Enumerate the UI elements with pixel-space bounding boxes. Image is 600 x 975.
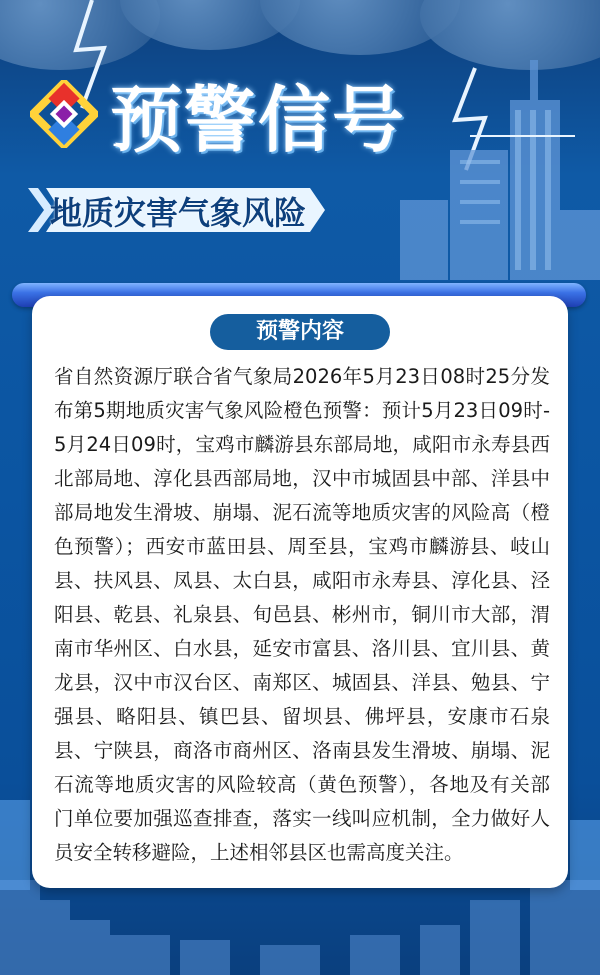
warning-card — [32, 296, 568, 888]
page-subtitle: 地质灾害气象风险 — [50, 194, 307, 232]
page-title: 预警信号 — [110, 78, 407, 162]
brand-logo-icon — [30, 80, 98, 148]
subtitle-banner — [20, 180, 330, 240]
section-label: 预警内容 — [210, 314, 390, 350]
warning-content-text: 省自然资源厅联合省气象局2026年5月23日08时25分发布第5期地质灾害气象风险橙色预警：预计5月23日09时-5月24日09时，宝鸡市麟游县东部局地，咸阳市永寿县西北部局地、淳化县西部局地，汉中市城固县中部、洋县中部局地发生滑坡、崩塌、泥石流等地质灾害的风险高（橙色预警）；西安市蓝田县、周至县，宝鸡市麟游县、岐山县、扶风县、凤县、太白县，咸阳市永寿县、淳化县、泾阳县、乾县、礼泉县、旬邑县、彬州市，铜川市大部，渭南市华州区、白水县，延安市富县、洛川县、宜川县、黄龙县，汉中市汉台区、南郑区、城固县、洋县、勉县、宁强县、略阳县、镇巴县、留坝县、佛坪县，安康市石泉县、宁陕县，商洛市商州区、洛南县发生滑坡、崩塌、泥石流等地质灾害的风险较高（黄色预警），各地及有关部门单位要加强巡查排查，落实一线叫应机制，全力做好人员安全转移避险，上述相邻县区也需高度关注。 — [54, 365, 550, 864]
